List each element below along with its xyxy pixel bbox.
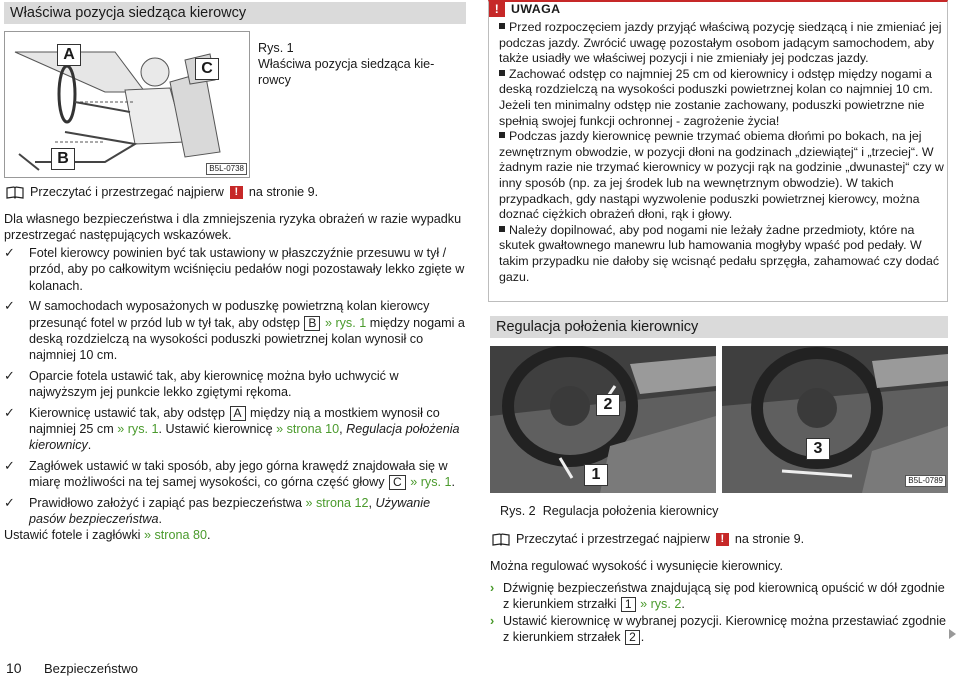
check-icon: ✓	[4, 298, 15, 314]
item-text: między nią a mostkiem wynosił co najmniej 25 cm	[29, 405, 440, 437]
read-first-note	[6, 184, 318, 200]
step-text: .	[640, 630, 645, 645]
intro-text: Można regulować wysokość i wysunięcie kierownicy.	[490, 559, 784, 573]
warning-title-text: UWAGA	[511, 1, 561, 16]
step-text: Ustawić kierownicę w wybranej pozycji. Kierownicę można przestawiać zgodnie z kierunkiem strzałek	[503, 613, 947, 645]
figure-link[interactable]: » rys. 1	[410, 475, 452, 490]
step-item	[490, 580, 950, 613]
warning-body	[499, 20, 944, 285]
link-title: Regulacja położenia kierownicy	[29, 422, 460, 453]
book-icon	[492, 533, 510, 546]
warning-bullet	[499, 20, 944, 67]
warning-bullet	[499, 129, 944, 223]
warning-box	[488, 0, 948, 302]
figure-number: Rys. 1	[258, 41, 294, 55]
read-note-text: Przeczytać i przestrzegać najpierw	[516, 532, 710, 546]
read-note-text: Przeczytać i przestrzegać najpierw	[30, 185, 224, 199]
page-link[interactable]: » strona 80	[143, 528, 207, 542]
check-icon: ✓	[4, 404, 15, 420]
ref-box: 2	[625, 630, 640, 645]
step-text: Dźwignię bezpieczeństwa znajdującą się pod kierownicą opuścić w dół zgodnie z kierunkiem strzałki	[503, 581, 945, 612]
warning-bullet	[499, 223, 944, 285]
item-text: ,	[339, 422, 343, 437]
step-item	[490, 613, 950, 646]
item-text: między nogami a deską rozdzielczą na wysokości poduszki powietrznej kolan wynosił co najmniej 10 cm.	[29, 315, 465, 363]
figure-code: B5L-0789	[905, 475, 946, 487]
warning-icon: !	[716, 533, 729, 546]
item-text: Fotel kierowcy powinien być tak ustawiony w płaszczyźnie przesuwu w tył / przód, aby po całkowitym wciśnięciu pedałów nogi pozostawały lekko zgięte w kolanach.	[29, 246, 465, 293]
list-item	[4, 298, 466, 364]
warning-icon: !	[489, 1, 505, 17]
read-note-link[interactable]: na stronie 9.	[734, 532, 805, 546]
item-text: Oparcie fotela ustawić tak, aby kierownicę można było uchwycić w najwyższym jej punkcie lekko zgiętymi rękoma.	[29, 368, 399, 400]
bullet-square-icon	[499, 226, 505, 232]
item-text: . Ustawić kierownicę	[158, 422, 273, 437]
final-text: Ustawić fotele i zagłówki	[4, 528, 141, 542]
list-item	[4, 458, 466, 491]
label-1: 1	[584, 464, 608, 486]
check-icon: ✓	[4, 494, 15, 510]
photo-steering-lever	[490, 346, 716, 493]
next-page-icon	[949, 629, 956, 639]
page-number: 10	[6, 660, 22, 676]
steps-list	[490, 580, 950, 646]
final-instruction	[4, 527, 211, 543]
warning-title	[489, 2, 561, 16]
warning-text: Zachować odstęp co najmniej 25 cm od kierownicy i odstęp między nogami a deską rozdzielczą na wysokości poduszki powietrznej kolan co najmniej 10 cm. Jeżeli ten minimalny odstęp nie zostanie zachowany, poduszki powietrzne nie spełnią swojej funkcji ochronnej - zagrożenie życia!	[499, 66, 933, 128]
item-text: Prawidłowo założyć i zapiąć pas bezpieczeństwa	[29, 495, 302, 510]
label-c: C	[195, 58, 219, 80]
ref-box: C	[389, 475, 406, 490]
steering-photo-2	[722, 346, 948, 493]
label-3: 3	[806, 438, 830, 460]
section-title-seating: Właściwa pozycja siedząca kierowcy	[4, 2, 466, 24]
book-icon	[6, 186, 24, 199]
page-link[interactable]: » strona 10	[276, 422, 340, 437]
warning-text: Podczas jazdy kierownicę pewnie trzymać obiema dłońmi po bokach, na jej zewnętrznym obwodzie, w pozycji dłoni na godzinach „dziewiątej“ i „trzeciej“. W żadnym razie nie trzymać kierownicy w pozycji rąk na godzinie „dwunastej“ czy w inny sposób (np. za jej środek lub na wewnętrznym obwodzie). W takich przypadkach, gdy nastąpi wyzwolenie poduszki powietrznej kierowcy, można doznać ciężkich obrażeń dłoni, rąk i głowy.	[499, 129, 944, 222]
figure-caption	[500, 503, 718, 519]
figure-caption-text: Regulacja położenia kierownicy	[542, 504, 719, 518]
figure-caption	[258, 40, 458, 88]
label-2: 2	[596, 394, 620, 416]
arrow-right-icon: ›	[490, 613, 495, 628]
list-item	[4, 245, 466, 294]
figure-link[interactable]: » rys. 1	[117, 422, 159, 437]
figure-seating-position	[4, 31, 250, 178]
intro-text: Dla własnego bezpieczeństwa i dla zmniejszenia ryzyka obrażeń w razie wypadku przestrzegać następujących wskazówek.	[4, 212, 462, 243]
list-item	[4, 405, 466, 454]
label-b: B	[51, 148, 75, 170]
bullet-square-icon	[499, 70, 505, 76]
page-link[interactable]: » strona 12	[305, 495, 369, 510]
photo-steering-position	[722, 346, 948, 493]
figure-number: Rys. 2	[500, 504, 536, 518]
check-icon: ✓	[4, 367, 15, 383]
section-title-steering: Regulacja położenia kierownicy	[490, 316, 948, 338]
warning-text: Przed rozpoczęciem jazdy przyjąć właściwą pozycję siedzącą i nie zmieniać jej podczas jazdy. Zwrócić uwagę pozostałym osobom jadącym samochodem, aby także usiadły we właściwej pozycji i nie zmieniały jej podczas jazdy.	[499, 20, 942, 66]
item-text: Zagłówek ustawić w taki sposób, aby jego górna krawędź znajdowała się w miarę możliwości na tej samej wysokości, co górna część głowy	[29, 458, 448, 490]
check-list	[4, 245, 466, 532]
warning-text: Należy dopilnować, aby pod nogami nie leżały żadne przedmioty, które na skutek gwałtownego manewru lub hamowania mogłyby wpaść pod pedały. W takim przypadku nie dałoby się wcisnąć pedału sprzęgła, zahamować czy dodać gazu.	[499, 222, 940, 284]
ref-box: A	[230, 406, 246, 421]
read-note-link[interactable]: na stronie 9.	[248, 185, 319, 199]
figure-link[interactable]: » rys. 2	[640, 597, 682, 612]
warning-icon: !	[230, 186, 243, 199]
read-first-note	[492, 531, 804, 547]
figure-link[interactable]: » rys. 1	[324, 315, 367, 330]
check-icon: ✓	[4, 245, 15, 260]
item-text: W samochodach wyposażonych w poduszkę powietrzną kolan kierowcy przesunąć fotel w przód lub w tył tak, aby odstęp	[29, 299, 430, 330]
item-text: .	[158, 512, 163, 527]
item-text: ,	[368, 495, 373, 510]
ref-box: 1	[621, 597, 636, 612]
ref-box: B	[304, 316, 320, 331]
item-text: Kierownicę ustawić tak, aby odstęp	[29, 405, 226, 420]
item-text: .	[87, 438, 92, 453]
link-title: Używanie pasów bezpieczeństwa	[29, 495, 431, 527]
seating-illustration	[5, 32, 250, 178]
item-text: .	[451, 475, 456, 490]
final-end: .	[207, 528, 211, 542]
figure-caption-text: Właściwa pozycja siedząca kie-rowcy	[258, 57, 435, 87]
warning-bullet	[499, 67, 944, 129]
label-a: A	[57, 44, 81, 66]
figure-code: B5L-0738	[206, 163, 247, 175]
list-item	[4, 368, 466, 401]
bullet-square-icon	[499, 132, 505, 138]
figure-steering-adjust	[490, 346, 948, 496]
list-item	[4, 495, 466, 528]
bullet-square-icon	[499, 23, 505, 29]
check-icon: ✓	[4, 457, 15, 473]
step-text: .	[681, 597, 685, 612]
arrow-right-icon: ›	[490, 581, 495, 595]
footer-section: Bezpieczeństwo	[44, 661, 138, 676]
